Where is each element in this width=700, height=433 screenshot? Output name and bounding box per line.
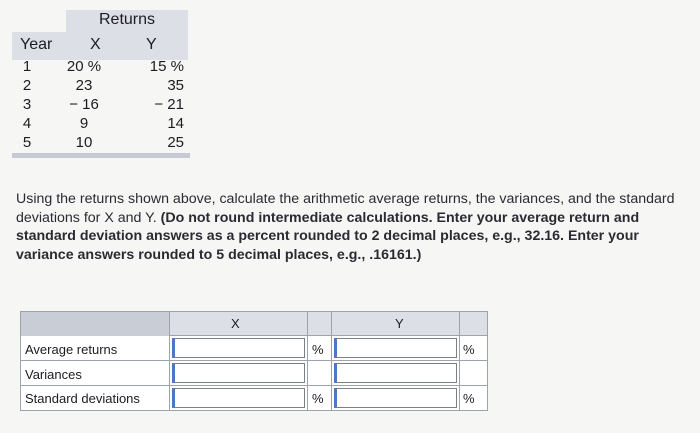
variance-y-input[interactable] bbox=[334, 363, 457, 383]
grid-row-divider bbox=[21, 385, 487, 386]
question-text bbox=[16, 190, 688, 264]
year-cell: 1 bbox=[22, 58, 32, 75]
percent-unit: % bbox=[312, 391, 324, 406]
std-dev-x-input[interactable] bbox=[172, 388, 305, 408]
returns-row bbox=[12, 134, 188, 153]
x-return-cell: 10 bbox=[75, 134, 93, 151]
percent-unit: % bbox=[312, 342, 324, 357]
x-column-header: X bbox=[90, 36, 101, 53]
y-return-cell: 15 % bbox=[149, 58, 184, 75]
standard-deviations-label: Standard deviations bbox=[25, 391, 140, 406]
label-column-header bbox=[21, 312, 170, 336]
grid-row-divider bbox=[21, 360, 487, 361]
returns-row bbox=[12, 58, 188, 77]
percent-unit: % bbox=[463, 391, 475, 406]
year-cell: 3 bbox=[22, 96, 32, 113]
returns-row bbox=[12, 115, 188, 134]
grid-divider bbox=[459, 312, 460, 410]
average-return-y-input[interactable] bbox=[334, 338, 457, 358]
x-return-cell: − 16 bbox=[69, 96, 99, 113]
x-return-cell: 20 % bbox=[66, 58, 102, 75]
returns-title: Returns bbox=[98, 11, 156, 28]
y-return-cell: − 21 bbox=[154, 96, 184, 113]
y-column-header: Y bbox=[146, 36, 157, 53]
returns-row bbox=[12, 77, 188, 96]
percent-unit: % bbox=[463, 342, 475, 357]
grid-divider bbox=[169, 312, 170, 410]
x-return-cell: 9 bbox=[79, 115, 89, 132]
x-return-cell: 23 bbox=[75, 77, 93, 94]
variances-label: Variances bbox=[25, 367, 82, 382]
y-return-cell: 14 bbox=[167, 115, 184, 132]
grid-divider bbox=[307, 312, 308, 410]
y-return-cell: 35 bbox=[167, 77, 184, 94]
y-return-cell: 25 bbox=[167, 134, 184, 151]
year-cell: 2 bbox=[22, 77, 32, 94]
average-returns-label: Average returns bbox=[25, 342, 118, 357]
average-return-x-input[interactable] bbox=[172, 338, 305, 358]
year-cell: 4 bbox=[22, 115, 32, 132]
variance-x-input[interactable] bbox=[172, 363, 305, 383]
returns-row bbox=[12, 96, 188, 115]
year-cell: 5 bbox=[22, 134, 32, 151]
std-dev-y-input[interactable] bbox=[334, 388, 457, 408]
question-intro: Using the returns shown above, calculate the arithmetic average returns, the variances, and the standard deviations for X and Y. bbox=[16, 191, 675, 226]
table-bottom-rule bbox=[12, 153, 190, 158]
answer-column-x: X bbox=[231, 316, 240, 331]
answer-grid bbox=[20, 311, 488, 411]
year-column-header: Year bbox=[20, 36, 53, 53]
answer-column-y: Y bbox=[395, 316, 404, 331]
grid-divider bbox=[331, 312, 332, 410]
question-instructions: (Do not round intermediate calculations. Enter your average return and standard deviation answers as a percent rounded to 2 decimal places, e.g., 32.16. Enter your variance answers rounded to 5 decimal places, e.g., .16161.) bbox=[16, 209, 640, 263]
